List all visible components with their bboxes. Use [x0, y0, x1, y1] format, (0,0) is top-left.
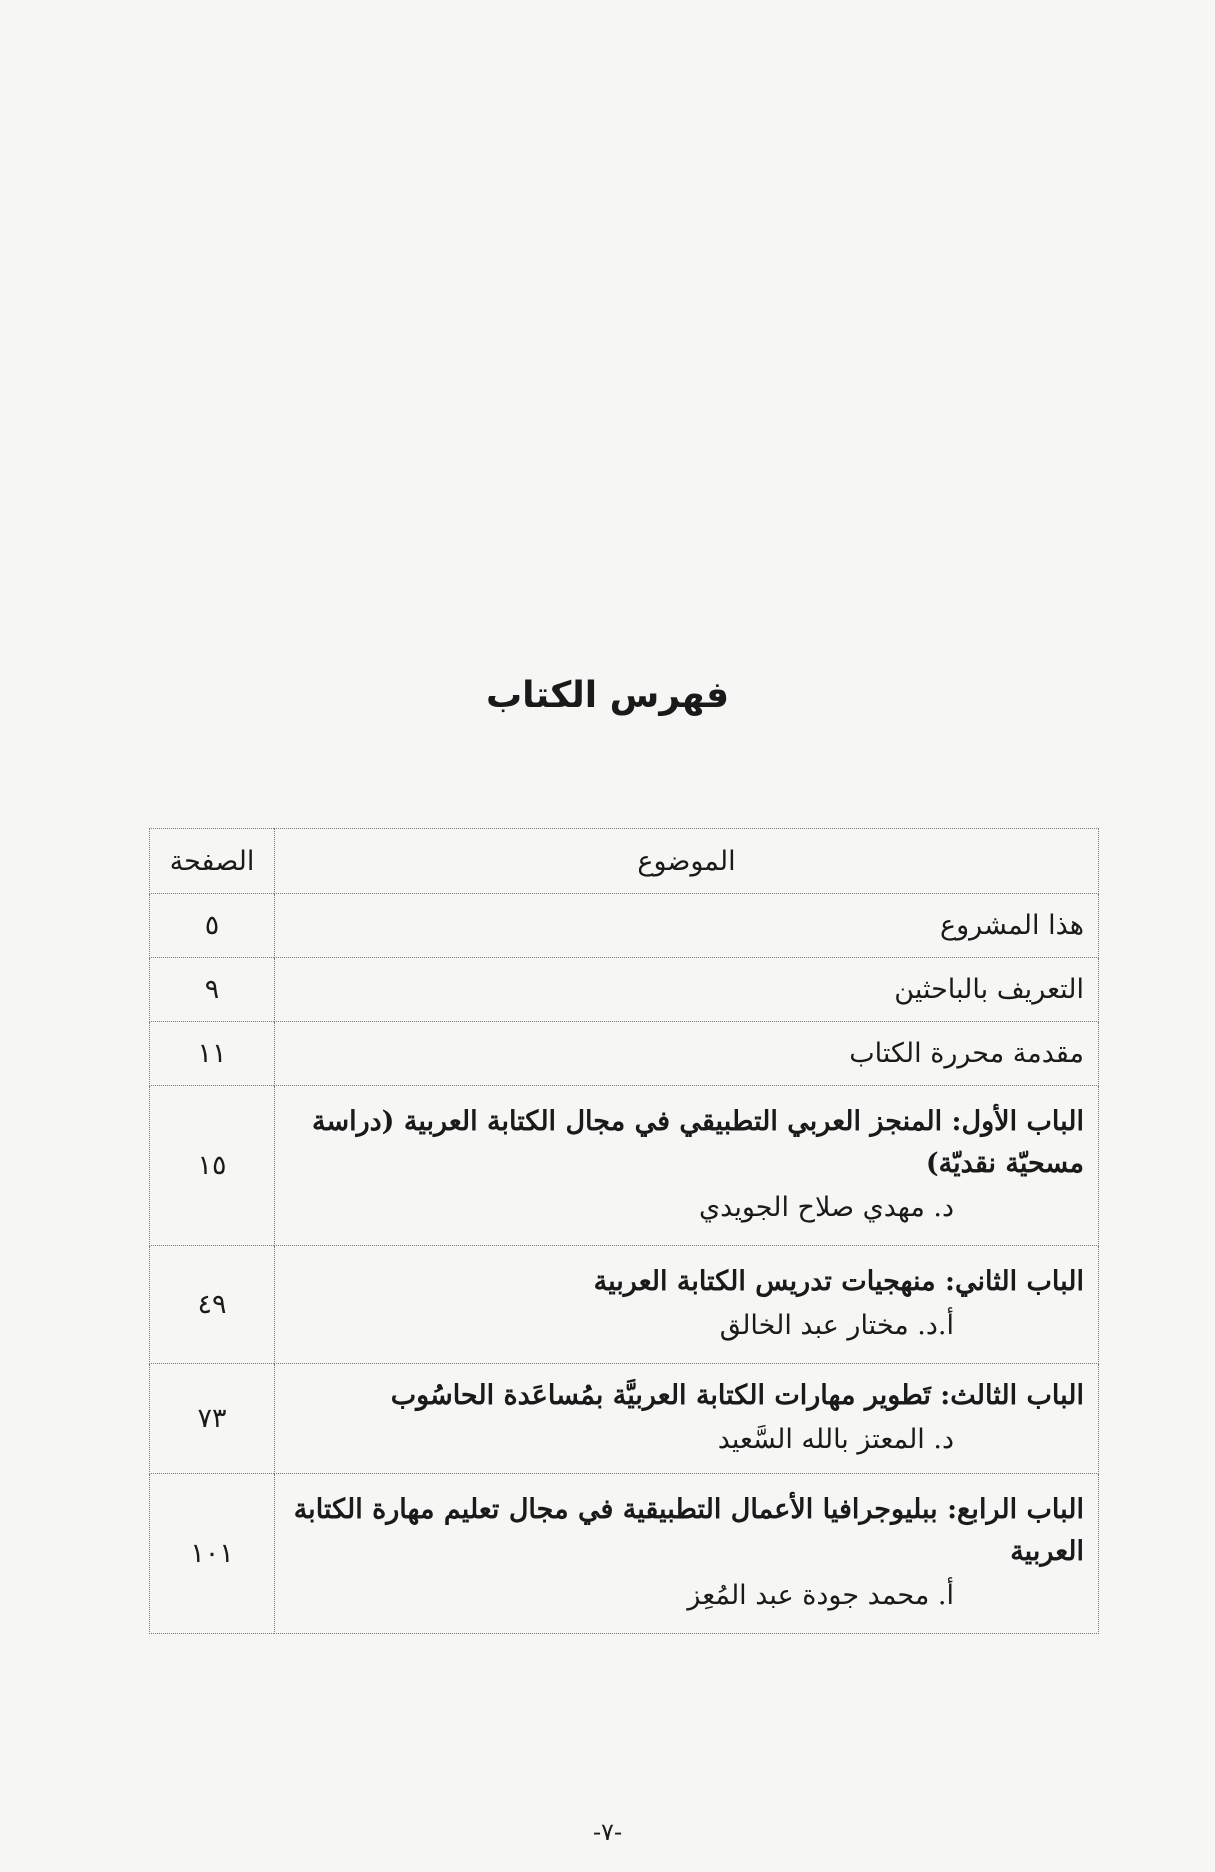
- row-page: ١٠١: [150, 1474, 275, 1634]
- row-topic: [275, 1022, 1099, 1086]
- table-row: [150, 958, 1099, 1022]
- chapter-title-line: مسحيّة نقديّة): [925, 1147, 1084, 1179]
- contents-table: [149, 828, 1099, 1634]
- row-page: ٤٩: [150, 1246, 275, 1364]
- table-row: [150, 1022, 1099, 1086]
- table-row: [150, 1086, 1099, 1246]
- row-topic: [275, 894, 1099, 958]
- row-page: ٩: [150, 958, 275, 1022]
- row-page: ١١: [150, 1022, 275, 1086]
- table-row: [150, 1364, 1099, 1474]
- chapter-title-line: الباب الأول: المنجز العربي التطبيقي في مجال الكتابة العربية (دراسة: [312, 1105, 1084, 1137]
- table-row: [150, 1246, 1099, 1364]
- chapter-title-line: الباب الرابع: ببليوجرافيا الأعمال التطبيقية في مجال تعليم مهارة الكتابة: [293, 1493, 1084, 1525]
- row-topic: [275, 958, 1099, 1022]
- page-title: فهرس الكتاب: [485, 675, 730, 716]
- chapter-author: أ. محمد جودة عبد المُعِز: [687, 1579, 954, 1611]
- row-topic: [275, 1474, 1099, 1634]
- row-topic-line: هذا المشروع: [940, 909, 1084, 941]
- row-page: ١٥: [150, 1086, 275, 1246]
- header-topic: الموضوع: [275, 829, 1099, 894]
- row-topic-line: التعريف بالباحثين: [894, 973, 1084, 1005]
- chapter-title-line: العربية: [1010, 1535, 1084, 1567]
- chapter-author: د. مهدي صلاح الجويدي: [699, 1191, 954, 1223]
- page-number: -٧-: [592, 1818, 623, 1846]
- row-topic: [275, 1364, 1099, 1474]
- chapter-title-line: الباب الثاني: منهجيات تدريس الكتابة العربية: [593, 1265, 1084, 1297]
- row-page: ٥: [150, 894, 275, 958]
- row-page: ٧٣: [150, 1364, 275, 1474]
- table-row: [150, 894, 1099, 958]
- chapter-title-line: الباب الثالث: تَطوير مهارات الكتابة العربيَّة بمُساعَدة الحاسُوب: [390, 1379, 1084, 1411]
- row-topic-line: مقدمة محررة الكتاب: [849, 1037, 1084, 1069]
- table-header-row: [150, 829, 1099, 894]
- table-row: [150, 1474, 1099, 1634]
- chapter-author: د. المعتز بالله السَّعيد: [717, 1423, 954, 1455]
- header-page: الصفحة: [150, 829, 275, 894]
- chapter-author: أ.د. مختار عبد الخالق: [719, 1309, 954, 1341]
- row-topic: [275, 1086, 1099, 1246]
- row-topic: [275, 1246, 1099, 1364]
